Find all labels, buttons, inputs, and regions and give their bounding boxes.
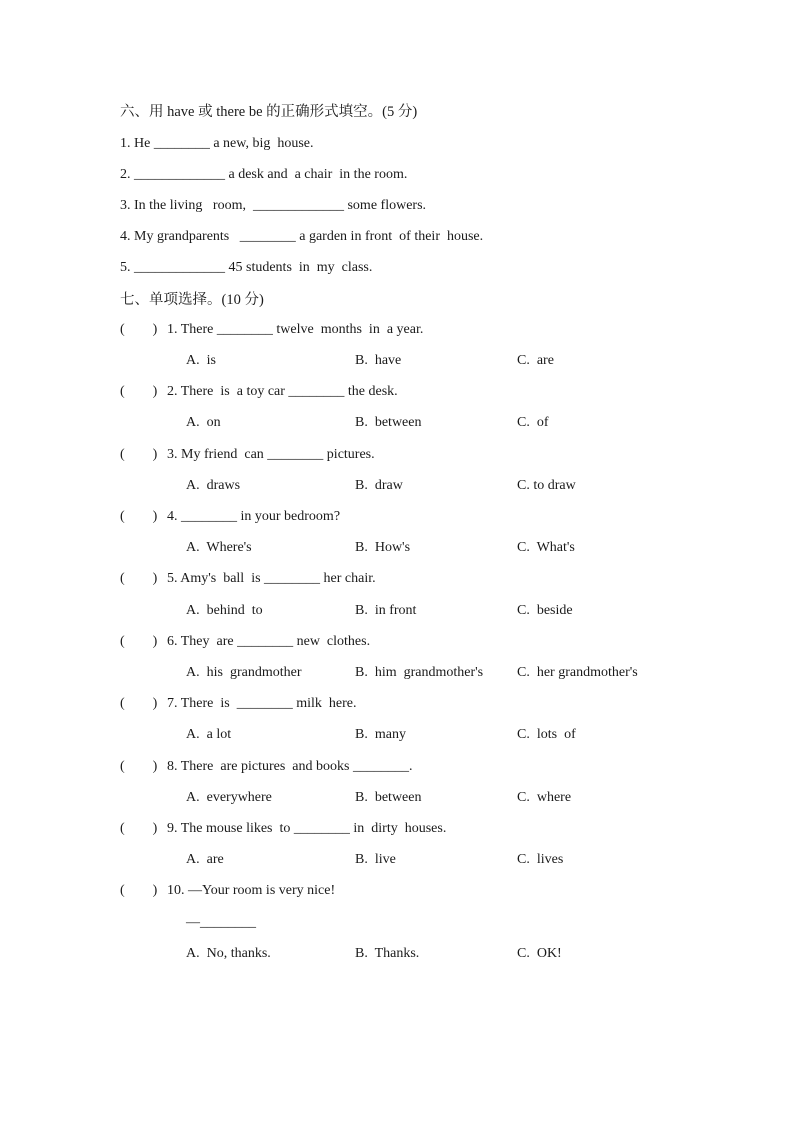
answer-paren: ( )	[120, 384, 158, 399]
option-b: B. draw	[355, 478, 403, 493]
answer-paren: ( )	[120, 322, 158, 337]
option-b: B. many	[355, 727, 406, 742]
option-a: A. on	[186, 415, 221, 430]
option-c: C. lives	[517, 852, 564, 867]
option-c: C. OK!	[517, 946, 562, 961]
response-blank: —________	[186, 915, 256, 930]
question-text: 1. There ________ twelve months in a year.	[167, 322, 424, 337]
question-text: 6. They are ________ new clothes.	[167, 634, 371, 649]
option-c: C. are	[517, 353, 554, 368]
fill-in-item-2: 2. _____________ a desk and a chair in the room.	[120, 167, 408, 182]
question-text: 9. The mouse likes to ________ in dirty houses.	[167, 821, 447, 836]
option-c: C. of	[517, 415, 549, 430]
answer-paren: ( )	[120, 821, 158, 836]
option-b: B. him grandmother's	[355, 665, 484, 680]
option-b: B. in front	[355, 603, 417, 618]
option-a: A. is	[186, 353, 216, 368]
option-c: C. her grandmother's	[517, 665, 638, 680]
question-text: 10. —Your room is very nice!	[167, 883, 336, 898]
question-text: 2. There is a toy car ________ the desk.	[167, 384, 398, 399]
option-c: C. What's	[517, 540, 575, 555]
answer-paren: ( )	[120, 509, 158, 524]
section-6-heading: 六、用 have 或 there be 的正确形式填空。(5 分)	[120, 104, 418, 120]
answer-paren: ( )	[120, 696, 158, 711]
answer-paren: ( )	[120, 883, 158, 898]
option-a: A. Where's	[186, 540, 252, 555]
option-a: A. a lot	[186, 727, 232, 742]
section-7-heading: 七、单项选择。(10 分)	[120, 292, 264, 308]
question-text: 5. Amy's ball is ________ her chair.	[167, 571, 376, 586]
question-text: 3. My friend can ________ pictures.	[167, 447, 375, 462]
option-c: C. beside	[517, 603, 573, 618]
answer-paren: ( )	[120, 447, 158, 462]
answer-paren: ( )	[120, 759, 158, 774]
option-b: B. How's	[355, 540, 411, 555]
option-b: B. live	[355, 852, 396, 867]
option-c: C. where	[517, 790, 572, 805]
option-a: A. everywhere	[186, 790, 272, 805]
option-a: A. his grandmother	[186, 665, 302, 680]
question-text: 4. ________ in your bedroom?	[167, 509, 341, 524]
option-b: B. between	[355, 415, 422, 430]
question-text: 8. There are pictures and books ________.	[167, 759, 413, 774]
fill-in-item-5: 5. _____________ 45 students in my class.	[120, 260, 373, 275]
option-c: C. to draw	[517, 478, 576, 493]
fill-in-item-3: 3. In the living room, _____________ some flowers.	[120, 198, 427, 213]
option-a: A. are	[186, 852, 224, 867]
fill-in-item-1: 1. He ________ a new, big house.	[120, 136, 314, 151]
option-a: A. behind to	[186, 603, 263, 618]
answer-paren: ( )	[120, 571, 158, 586]
option-b: B. between	[355, 790, 422, 805]
question-text: 7. There is ________ milk here.	[167, 696, 357, 711]
option-c: C. lots of	[517, 727, 576, 742]
option-b: B. Thanks.	[355, 946, 420, 961]
answer-paren: ( )	[120, 634, 158, 649]
fill-in-item-4: 4. My grandparents ________ a garden in front of their house.	[120, 229, 484, 244]
option-a: A. No, thanks.	[186, 946, 271, 961]
option-b: B. have	[355, 353, 402, 368]
option-a: A. draws	[186, 478, 241, 493]
